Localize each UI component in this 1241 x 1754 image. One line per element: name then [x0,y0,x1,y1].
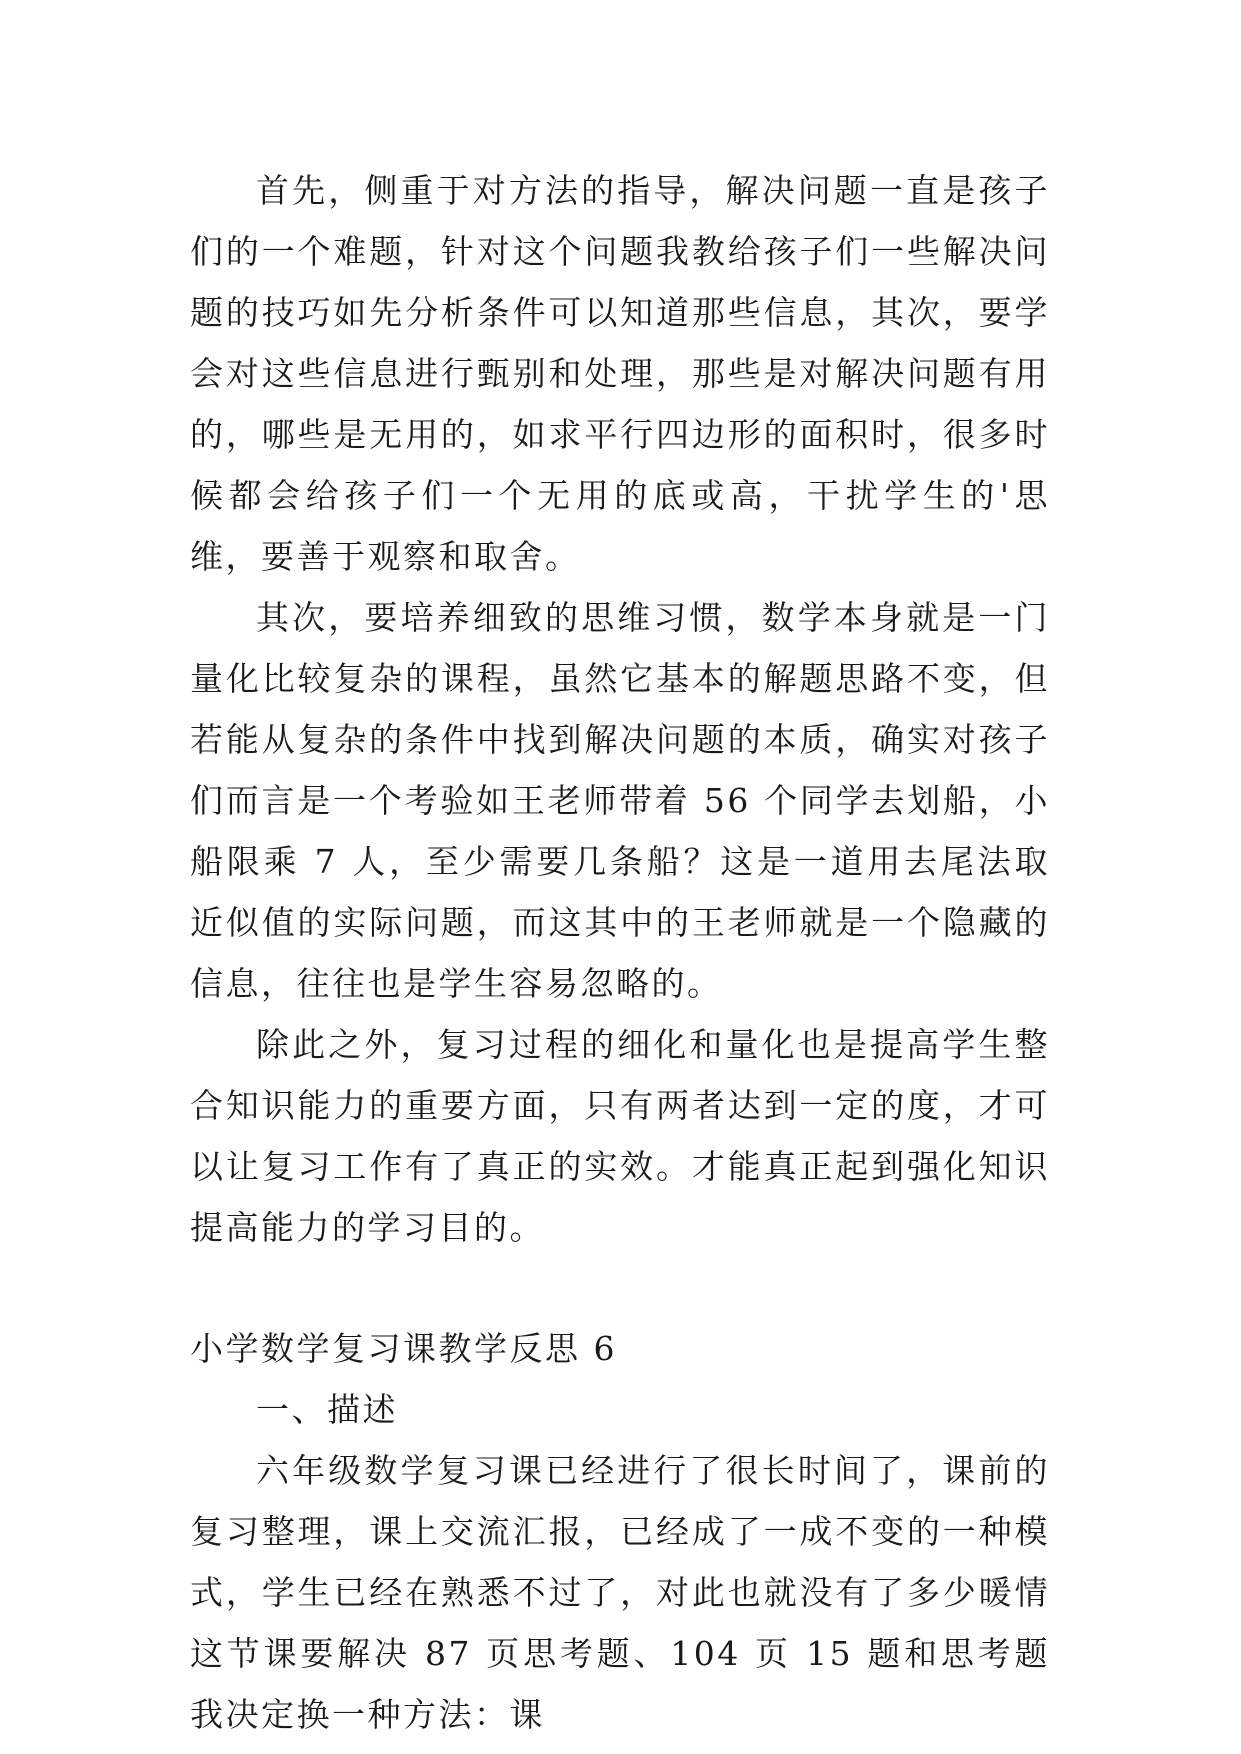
paragraph-thinking-habits: 其次，要培养细致的思维习惯，数学本身就是一门量化比较复杂的课程，虽然它基本的解题思路不变，但若能从复杂的条件中找到解决问题的本质，确实对孩子们而言是一个考验如王老师带着 56 个同学去划船，小船限乘 7 人，至少需要几条船？这是一道用去尾法取近似值的实际问题，而这其中的王老师就是一个隐藏的信息，往往也是学生容易忽略的。 [190,598,1050,1003]
paragraph-method-guidance: 首先，侧重于对方法的指导，解决问题一直是孩子们的一个难题，针对这个问题我教给孩子们一些解决问题的技巧如先分析条件可以知道那些信息，其次，要学会对这些信息进行甄别和处理，那些是对解决问题有用的，哪些是无用的，如求平行四边形的面积时，很多时候都会给孩子们一个无用的底或高，干扰学生的'思维，要善于观察和取舍。 [190,171,1050,576]
document-body [190,160,1050,1745]
section-title: 小学数学复习课教学反思 6 [190,1329,617,1368]
subsection-title: 一、描述 [256,1390,398,1429]
paragraph-description: 六年级数学复习课已经进行了很长时间了，课前的复习整理，课上交流汇报，已经成了一成不变的一种模式，学生已经在熟悉不过了，对此也就没有了多少暖情这节课要解决 87 页思考题、104 页 15 题和思考题我决定换一种方法：课 [190,1451,1050,1734]
paragraph-review-refinement: 除此之外，复习过程的细化和量化也是提高学生整合知识能力的重要方面，只有两者达到一定的度，才可以让复习工作有了真正的实效。才能真正起到强化知识提高能力的学习目的。 [190,1025,1050,1247]
